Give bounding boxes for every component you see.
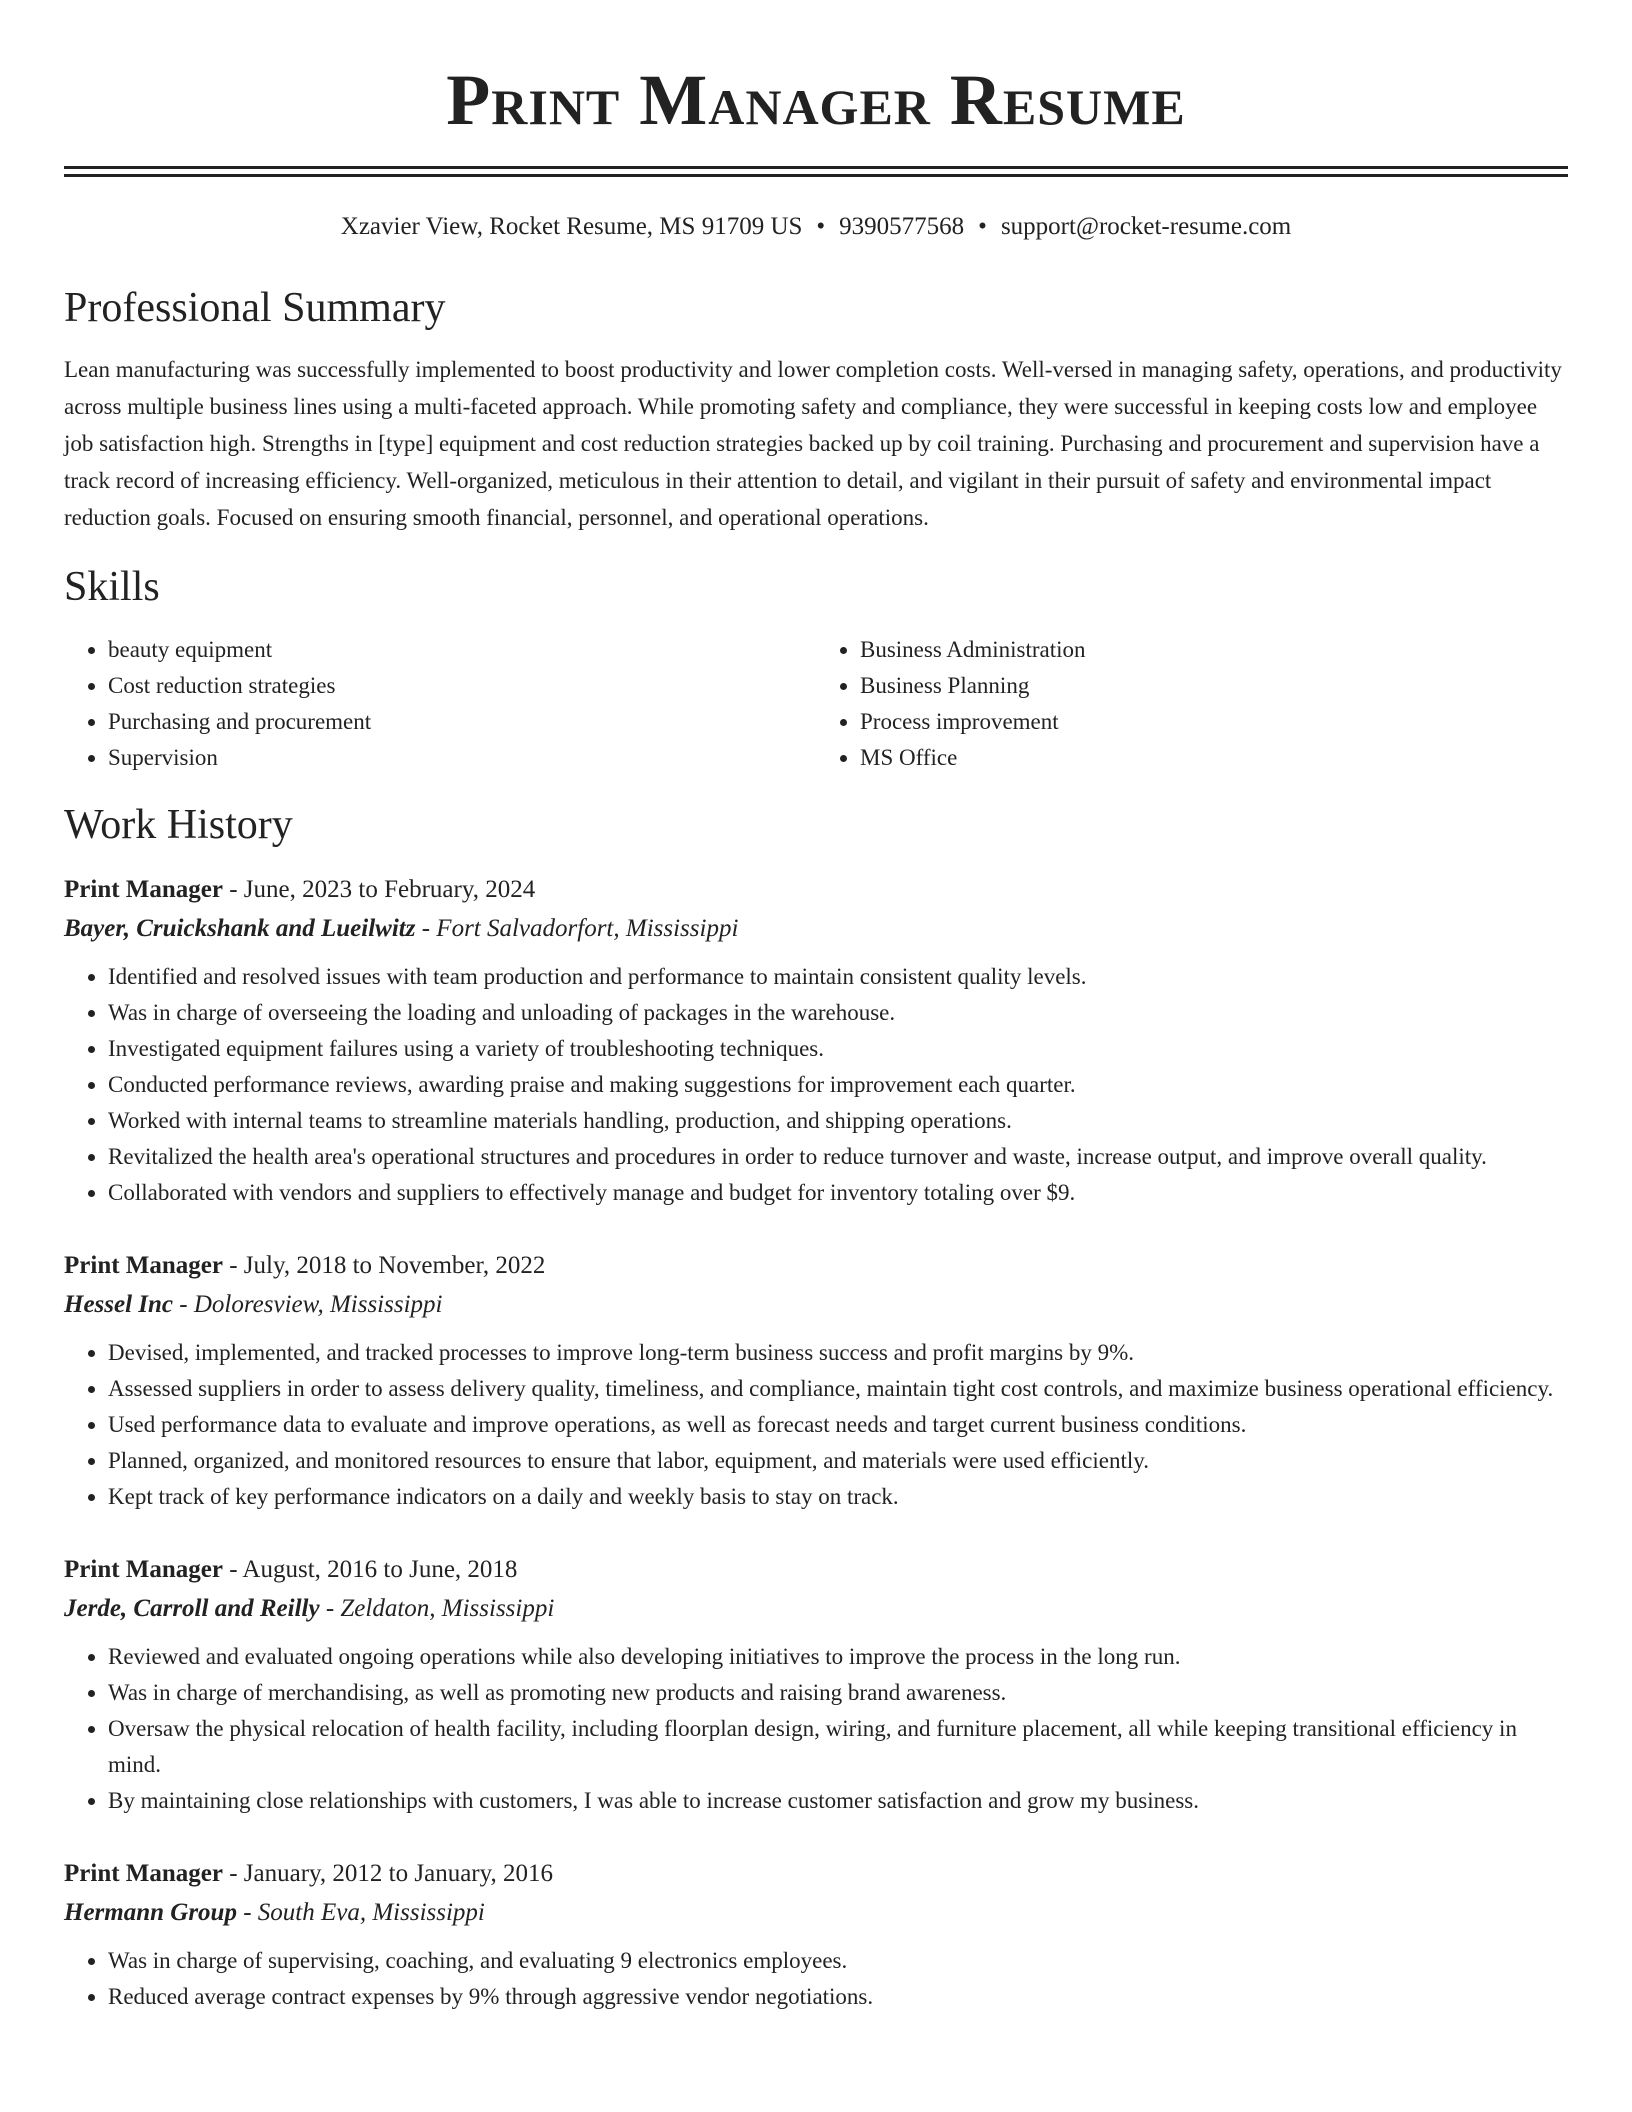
job-location: - Zeldaton, Mississippi	[319, 1594, 555, 1622]
resume-title: Print Manager Resume	[446, 60, 1186, 140]
summary-heading: Professional Summary	[64, 285, 446, 331]
job-company: Bayer, Cruickshank and Lueilwitz	[64, 914, 416, 942]
skills-list	[64, 632, 1568, 776]
job-bullets	[64, 1639, 1568, 1819]
skill-item: • beauty equipment	[108, 632, 816, 668]
job-dates: - August, 2016 to June, 2018	[222, 1555, 518, 1583]
job-bullet: • Devised, implemented, and tracked processes to improve long-term business success and profit margins by 9%.	[108, 1335, 1568, 1371]
job-title: Print Manager	[64, 1251, 223, 1279]
job-bullet: • Conducted performance reviews, awarding praise and making suggestions for improvement each quarter.	[108, 1067, 1568, 1103]
job-entry	[64, 1551, 1568, 1819]
job-title-line	[64, 871, 1568, 909]
job-dates: - January, 2012 to January, 2016	[222, 1859, 554, 1887]
skills-column-right	[816, 632, 1568, 776]
job-company: Hessel Inc	[64, 1290, 174, 1318]
job-bullet: • Identified and resolved issues with team production and performance to maintain consistent quality levels.	[108, 959, 1568, 995]
job-bullet: • Was in charge of overseeing the loading and unloading of packages in the warehouse.	[108, 995, 1568, 1031]
job-title: Print Manager	[64, 875, 223, 903]
skill-item: • Business Administration	[860, 632, 1568, 668]
job-company-line	[64, 1589, 1568, 1629]
title-divider	[64, 166, 1568, 177]
job-bullet: • Was in charge of supervising, coaching, and evaluating 9 electronics employees.	[108, 1943, 1568, 1979]
job-bullet: • Reduced average contract expenses by 9% through aggressive vendor negotiations.	[108, 1979, 1568, 2015]
skill-item: • MS Office	[860, 740, 1568, 776]
job-bullet: • Collaborated with vendors and suppliers to effectively manage and budget for inventory totaling over $9.	[108, 1175, 1568, 1211]
job-bullet: • Worked with internal teams to streamline materials handling, production, and shipping operations.	[108, 1103, 1568, 1139]
job-company-line	[64, 909, 1568, 949]
job-entry	[64, 1855, 1568, 2015]
skills-heading: Skills	[64, 564, 160, 611]
job-bullets	[64, 959, 1568, 1211]
skill-item: • Business Planning	[860, 668, 1568, 704]
skill-item: • Supervision	[108, 740, 816, 776]
job-bullet: • Used performance data to evaluate and improve operations, as well as forecast needs and target current business conditions.	[108, 1407, 1568, 1443]
job-company-line	[64, 1285, 1568, 1325]
contact-address: Xzavier View, Rocket Resume, MS 91709 US	[340, 213, 803, 240]
job-bullet: • Revitalized the health area's operational structures and procedures in order to reduce turnover and waste, increase output, and improve overall quality.	[108, 1139, 1568, 1175]
skill-item: • Process improvement	[860, 704, 1568, 740]
job-title: Print Manager	[64, 1555, 223, 1583]
job-location: - Fort Salvadorfort, Mississippi	[415, 914, 739, 942]
job-entry	[64, 871, 1568, 1211]
work-history-heading: Work History	[64, 802, 293, 849]
job-entry	[64, 1247, 1568, 1515]
job-title-line	[64, 1855, 1568, 1893]
job-location: - South Eva, Mississippi	[236, 1898, 485, 1926]
job-bullet: • Kept track of key performance indicators on a daily and weekly basis to stay on track.	[108, 1479, 1568, 1515]
job-dates: - July, 2018 to November, 2022	[222, 1251, 546, 1279]
job-location: - Doloresview, Mississippi	[173, 1290, 443, 1318]
contact-separator: •	[978, 213, 987, 240]
contact-separator: •	[816, 213, 826, 240]
job-company: Jerde, Carroll and Reilly	[64, 1594, 320, 1622]
contact-line	[64, 213, 1568, 241]
job-bullet: • Planned, organized, and monitored resources to ensure that labor, equipment, and materials were used efficiently.	[108, 1443, 1568, 1479]
job-bullet: • Assessed suppliers in order to assess delivery quality, timeliness, and compliance, maintain tight cost controls, and maximize business operational efficiency.	[108, 1371, 1568, 1407]
job-bullet: • Was in charge of merchandising, as well as promoting new products and raising brand awareness.	[108, 1675, 1568, 1711]
job-company-line	[64, 1893, 1568, 1933]
job-bullet: • Oversaw the physical relocation of health facility, including floorplan design, wiring, and furniture placement, all while keeping transitional efficiency in mind.	[108, 1711, 1568, 1783]
skills-column-left	[64, 632, 816, 776]
contact-email: support@rocket-resume.com	[1000, 213, 1292, 240]
skill-item: • Purchasing and procurement	[108, 704, 816, 740]
job-company: Hermann Group	[64, 1898, 237, 1926]
job-bullet: • Reviewed and evaluated ongoing operations while also developing initiatives to improve the process in the long run.	[108, 1639, 1568, 1675]
job-title-line	[64, 1551, 1568, 1589]
summary-text: Lean manufacturing was successfully implemented to boost productivity and lower completion costs. Well-versed in managing safety, operations, and productivity across multiple business lines using a multi-faceted approach. While promoting safety and compliance, they were successful in keeping costs low and employee job satisfaction high. Strengths in [type] equipment and cost reduction strategies backed up by coil training. Purchasing and procurement and supervision have a track record of increasing efficiency. Well-organized, meticulous in their attention to detail, and vigilant in their pursuit of safety and environmental impact reduction goals. Focused on ensuring smooth financial, personnel, and operational operations.	[64, 357, 1562, 531]
skill-item: • Cost reduction strategies	[108, 668, 816, 704]
job-bullets	[64, 1943, 1568, 2015]
contact-phone: 9390577568	[839, 213, 965, 240]
job-bullets	[64, 1335, 1568, 1515]
job-dates: - June, 2023 to February, 2024	[222, 875, 536, 903]
job-title-line	[64, 1247, 1568, 1285]
job-title: Print Manager	[64, 1859, 223, 1887]
job-bullet: • By maintaining close relationships with customers, I was able to increase customer satisfaction and grow my business.	[108, 1783, 1568, 1819]
job-bullet: • Investigated equipment failures using a variety of troubleshooting techniques.	[108, 1031, 1568, 1067]
